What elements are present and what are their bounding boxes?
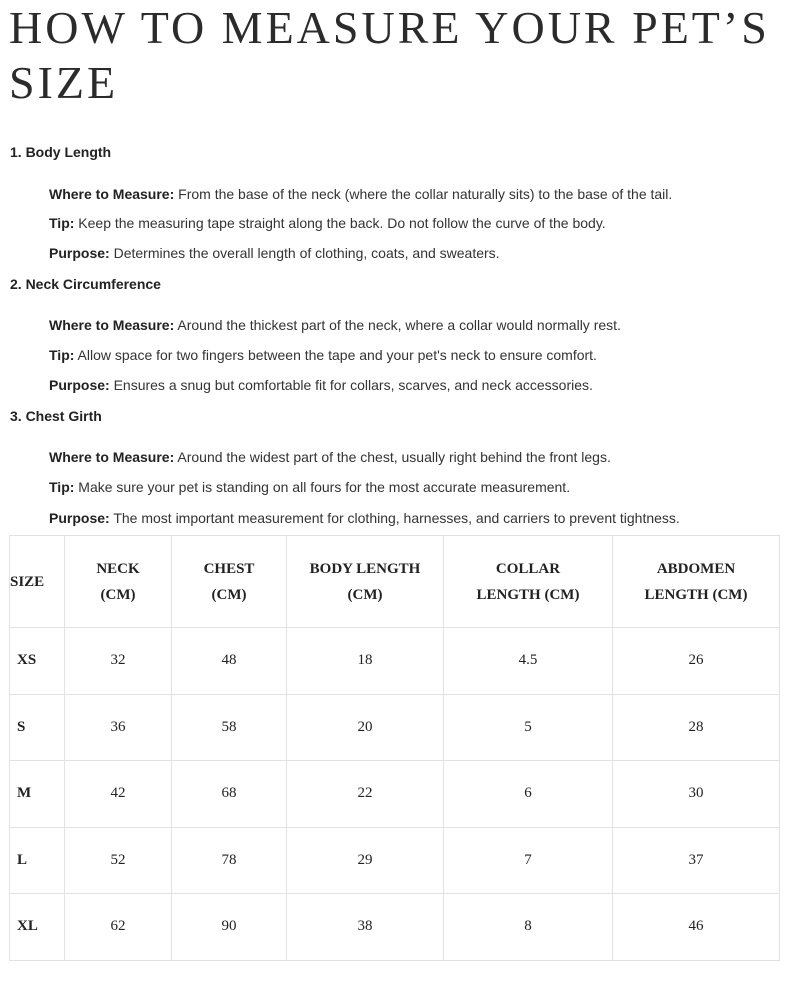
- collar-length-cell: 8: [444, 894, 613, 961]
- page-title: HOW TO MEASURE YOUR PET’S SIZE: [9, 2, 770, 108]
- abdomen-length-cell: 37: [613, 827, 780, 894]
- neck-cell: 52: [65, 827, 172, 894]
- section-heading-body-length: 1. Body Length: [10, 144, 112, 160]
- chest-cell: 68: [172, 761, 287, 828]
- neck-cell: 32: [65, 628, 172, 695]
- item-label: Where to Measure:: [49, 449, 175, 465]
- body-length-tip: [49, 215, 606, 231]
- neck-where: [49, 317, 621, 333]
- item-label: Where to Measure:: [49, 186, 175, 202]
- size-cell: M: [10, 761, 65, 828]
- abdomen-length-cell: 30: [613, 761, 780, 828]
- body-length-cell: 29: [287, 827, 444, 894]
- body-length-purpose: [49, 245, 500, 261]
- chest-cell: 48: [172, 628, 287, 695]
- table-row: [10, 894, 780, 961]
- item-text: Ensures a snug but comfortable fit for collars, scarves, and neck accessories.: [113, 377, 593, 393]
- header-body-length: BODY LENGTH (CM): [287, 536, 444, 628]
- collar-length-cell: 5: [444, 694, 613, 761]
- item-text: Around the thickest part of the neck, where a collar would normally rest.: [177, 317, 621, 333]
- neck-tip: [49, 347, 597, 363]
- section-heading-neck: 2. Neck Circumference: [10, 276, 161, 292]
- item-label: Tip:: [49, 347, 75, 363]
- item-label: Tip:: [49, 215, 75, 231]
- neck-purpose: [49, 377, 593, 393]
- header-size: SIZE: [10, 536, 65, 628]
- abdomen-length-cell: 28: [613, 694, 780, 761]
- collar-length-cell: 7: [444, 827, 613, 894]
- abdomen-length-cell: 26: [613, 628, 780, 695]
- header-neck: NECK (CM): [65, 536, 172, 628]
- body-length-cell: 22: [287, 761, 444, 828]
- chest-cell: 78: [172, 827, 287, 894]
- chest-cell: 58: [172, 694, 287, 761]
- item-label: Tip:: [49, 479, 75, 495]
- item-text: Allow space for two fingers between the tape and your pet's neck to ensure comfort.: [77, 347, 597, 363]
- table-row: [10, 827, 780, 894]
- table-row: [10, 694, 780, 761]
- neck-cell: 42: [65, 761, 172, 828]
- item-label: Purpose:: [49, 377, 110, 393]
- item-text: The most important measurement for clothing, harnesses, and carriers to prevent tightness.: [113, 510, 680, 526]
- table-header-row: [10, 536, 780, 628]
- table-row: [10, 761, 780, 828]
- neck-cell: 36: [65, 694, 172, 761]
- chest-where: [49, 449, 611, 465]
- item-text: Around the widest part of the chest, usually right behind the front legs.: [177, 449, 611, 465]
- size-chart-table: [9, 535, 780, 961]
- item-label: Where to Measure:: [49, 317, 175, 333]
- body-length-cell: 18: [287, 628, 444, 695]
- chest-purpose: [49, 510, 680, 526]
- header-chest: CHEST (CM): [172, 536, 287, 628]
- collar-length-cell: 4.5: [444, 628, 613, 695]
- body-length-cell: 38: [287, 894, 444, 961]
- size-cell: XS: [10, 628, 65, 695]
- item-text: Keep the measuring tape straight along the back. Do not follow the curve of the body.: [78, 215, 606, 231]
- header-abdomen-length: ABDOMEN LENGTH (CM): [613, 536, 780, 628]
- section-heading-chest: 3. Chest Girth: [10, 408, 102, 424]
- collar-length-cell: 6: [444, 761, 613, 828]
- item-text: Make sure your pet is standing on all fours for the most accurate measurement.: [78, 479, 571, 495]
- item-text: Determines the overall length of clothing, coats, and sweaters.: [113, 245, 500, 261]
- body-length-where: [49, 186, 672, 202]
- chest-tip: [49, 479, 570, 495]
- body-length-cell: 20: [287, 694, 444, 761]
- table-row: [10, 628, 780, 695]
- size-cell: S: [10, 694, 65, 761]
- size-cell: L: [10, 827, 65, 894]
- item-text: From the base of the neck (where the collar naturally sits) to the base of the tail.: [178, 186, 673, 202]
- size-cell: XL: [10, 894, 65, 961]
- item-label: Purpose:: [49, 510, 110, 526]
- item-label: Purpose:: [49, 245, 110, 261]
- abdomen-length-cell: 46: [613, 894, 780, 961]
- neck-cell: 62: [65, 894, 172, 961]
- header-collar-length: COLLAR LENGTH (CM): [444, 536, 613, 628]
- chest-cell: 90: [172, 894, 287, 961]
